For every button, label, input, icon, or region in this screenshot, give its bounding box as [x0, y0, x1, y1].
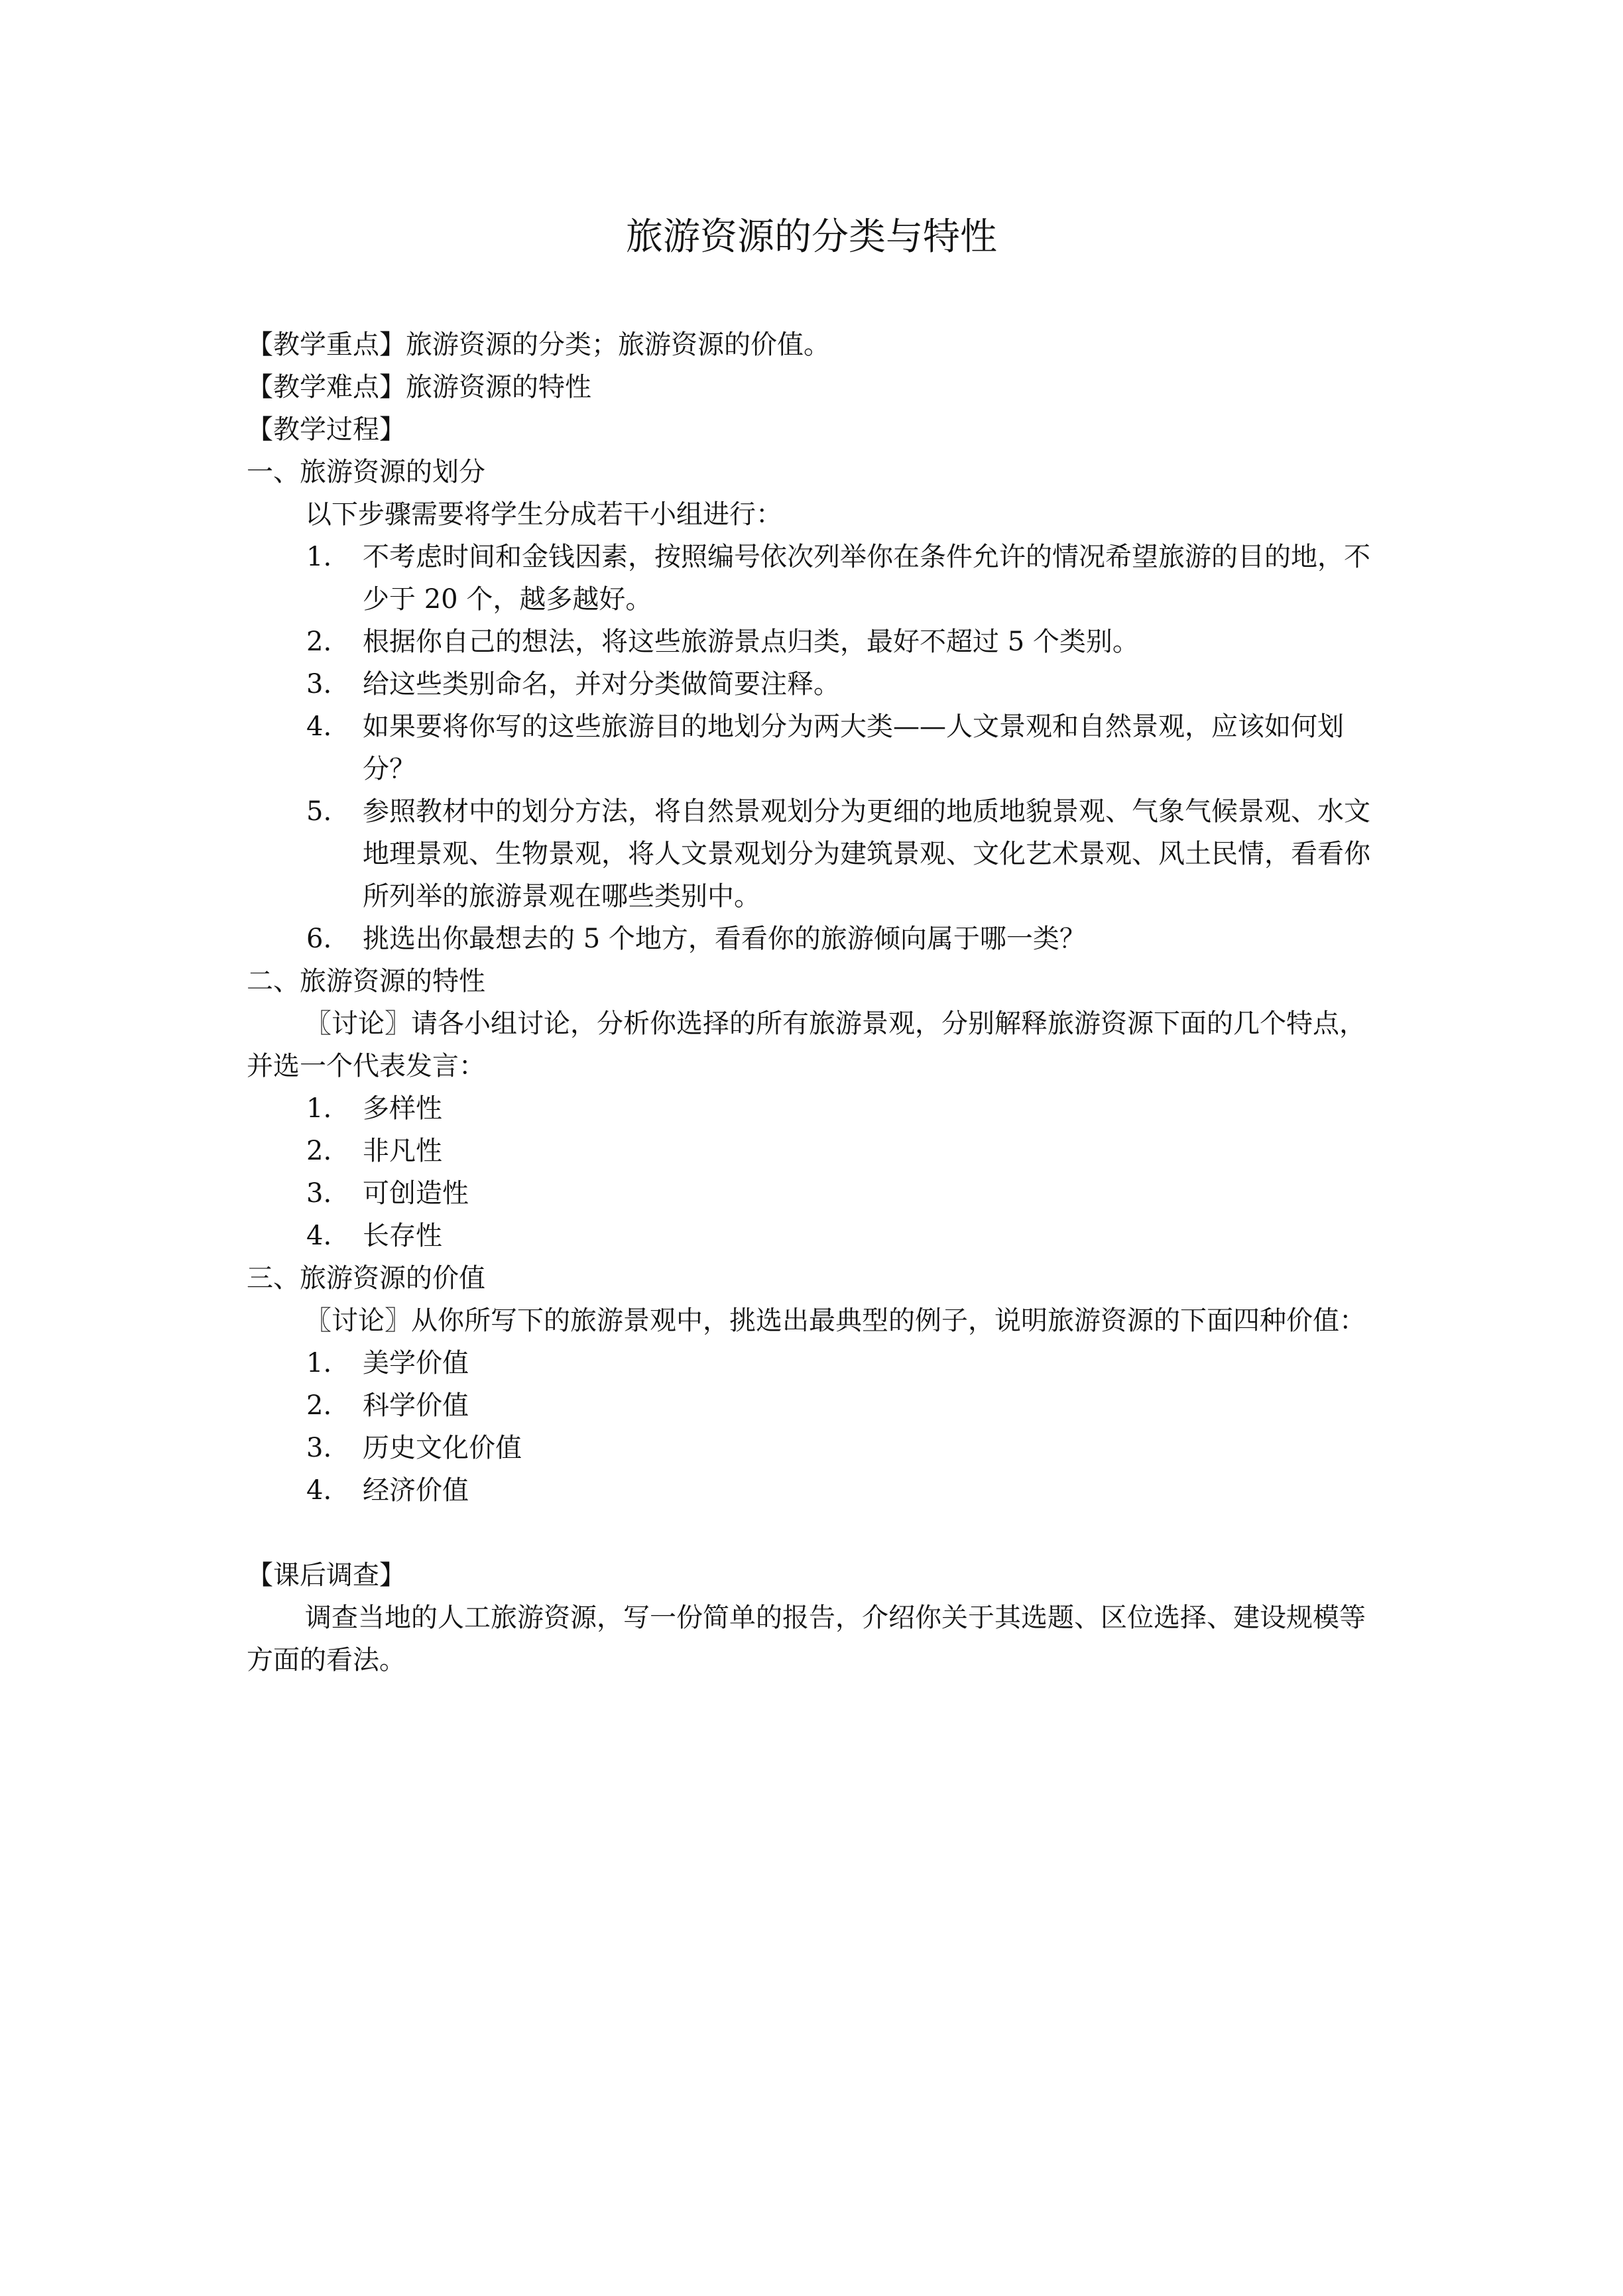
item-text: 美学价值: [363, 1348, 469, 1378]
section1-item-3: [247, 663, 1387, 705]
item-text: 历史文化价值: [363, 1433, 522, 1463]
section1-item-1: [247, 536, 1387, 621]
item-text: 长存性: [363, 1221, 442, 1251]
section1-item-4: [247, 705, 1387, 790]
item-number: 2.: [306, 1390, 332, 1421]
item-number: 3.: [306, 669, 332, 699]
section1-item-5: [247, 790, 1387, 918]
item-number: 3.: [306, 1433, 332, 1463]
section2-heading: 二、旅游资源的特性: [247, 966, 485, 997]
section3-item-2: [247, 1384, 1387, 1427]
teaching-difficulty-label: 【教学难点】: [247, 372, 406, 402]
section2-discussion: 〖讨论〗请各小组讨论，分析你选择的所有旅游景观，分别解释旅游资源下面的几个特点，并选一个代表发言：: [247, 1008, 1366, 1081]
item-text: 参照教材中的划分方法，将自然景观划分为更细的地质地貌景观、气象气候景观、水文地理景观、生物景观，将人文景观划分为建筑景观、文化艺术景观、风土民情，看看你所列举的旅游景观在哪些类别中。: [363, 796, 1370, 912]
teaching-difficulty-text: 旅游资源的特性: [406, 372, 591, 402]
section3-heading: 三、旅游资源的价值: [247, 1263, 485, 1294]
teaching-focus-label: 【教学重点】: [247, 330, 406, 360]
homework-label: 【课后调查】: [247, 1560, 406, 1591]
section3-item-3: [247, 1427, 1387, 1469]
document-title: 旅游资源的分类与特性: [626, 215, 997, 259]
item-number: 2.: [306, 627, 332, 657]
item-text: 根据你自己的想法，将这些旅游景点归类，最好不超过 5 个类别。: [363, 627, 1139, 657]
section2-item-2: [247, 1130, 1387, 1172]
teaching-focus-text: 旅游资源的分类；旅游资源的价值。: [406, 330, 830, 360]
item-number: 4.: [306, 1221, 332, 1251]
item-number: 2.: [306, 1136, 332, 1166]
item-number: 3.: [306, 1178, 332, 1209]
item-text: 可创造性: [363, 1178, 469, 1209]
section1-intro: 以下步骤需要将学生分成若干小组进行：: [305, 499, 782, 530]
item-number: 1.: [306, 1093, 332, 1124]
item-number: 1.: [306, 1348, 332, 1378]
item-text: 不考虑时间和金钱因素，按照编号依次列举你在条件允许的情况希望旅游的目的地，不少于 20 个，越多越好。: [363, 542, 1370, 615]
item-text: 科学价值: [363, 1390, 469, 1421]
document-body: [247, 324, 1387, 1681]
section3-item-1: [247, 1342, 1387, 1384]
item-text: 挑选出你最想去的 5 个地方，看看你的旅游倾向属于哪一类？: [363, 924, 1086, 954]
homework-text: 调查当地的人工旅游资源，写一份简单的报告，介绍你关于其选题、区位选择、建设规模等方面的看法。: [247, 1602, 1366, 1675]
item-text: 多样性: [363, 1093, 442, 1124]
section2-item-1: [247, 1087, 1387, 1130]
item-number: 4.: [306, 711, 332, 742]
section2-item-4: [247, 1215, 1387, 1257]
teaching-focus: [247, 324, 1387, 366]
item-text: 如果要将你写的这些旅游目的地划分为两大类——人文景观和自然景观，应该如何划分？: [363, 711, 1344, 784]
item-number: 6.: [306, 924, 332, 954]
section2-item-3: [247, 1172, 1387, 1215]
section3-discussion: 〖讨论〗从你所写下的旅游景观中，挑选出最典型的例子，说明旅游资源的下面四种价值：: [305, 1305, 1366, 1336]
item-number: 5.: [306, 796, 332, 827]
section1-heading: 一、旅游资源的划分: [247, 457, 485, 487]
item-text: 经济价值: [363, 1475, 469, 1506]
teaching-difficulty: [247, 366, 1387, 408]
section3-item-4: [247, 1469, 1387, 1512]
section1-item-2: [247, 621, 1387, 663]
spacer: [247, 1512, 1387, 1554]
teaching-process-label: 【教学过程】: [247, 414, 406, 445]
section1-item-6: [247, 918, 1387, 960]
item-number: 1.: [306, 542, 332, 572]
item-text: 非凡性: [363, 1136, 442, 1166]
item-number: 4.: [306, 1475, 332, 1506]
item-text: 给这些类别命名，并对分类做简要注释。: [363, 669, 840, 699]
